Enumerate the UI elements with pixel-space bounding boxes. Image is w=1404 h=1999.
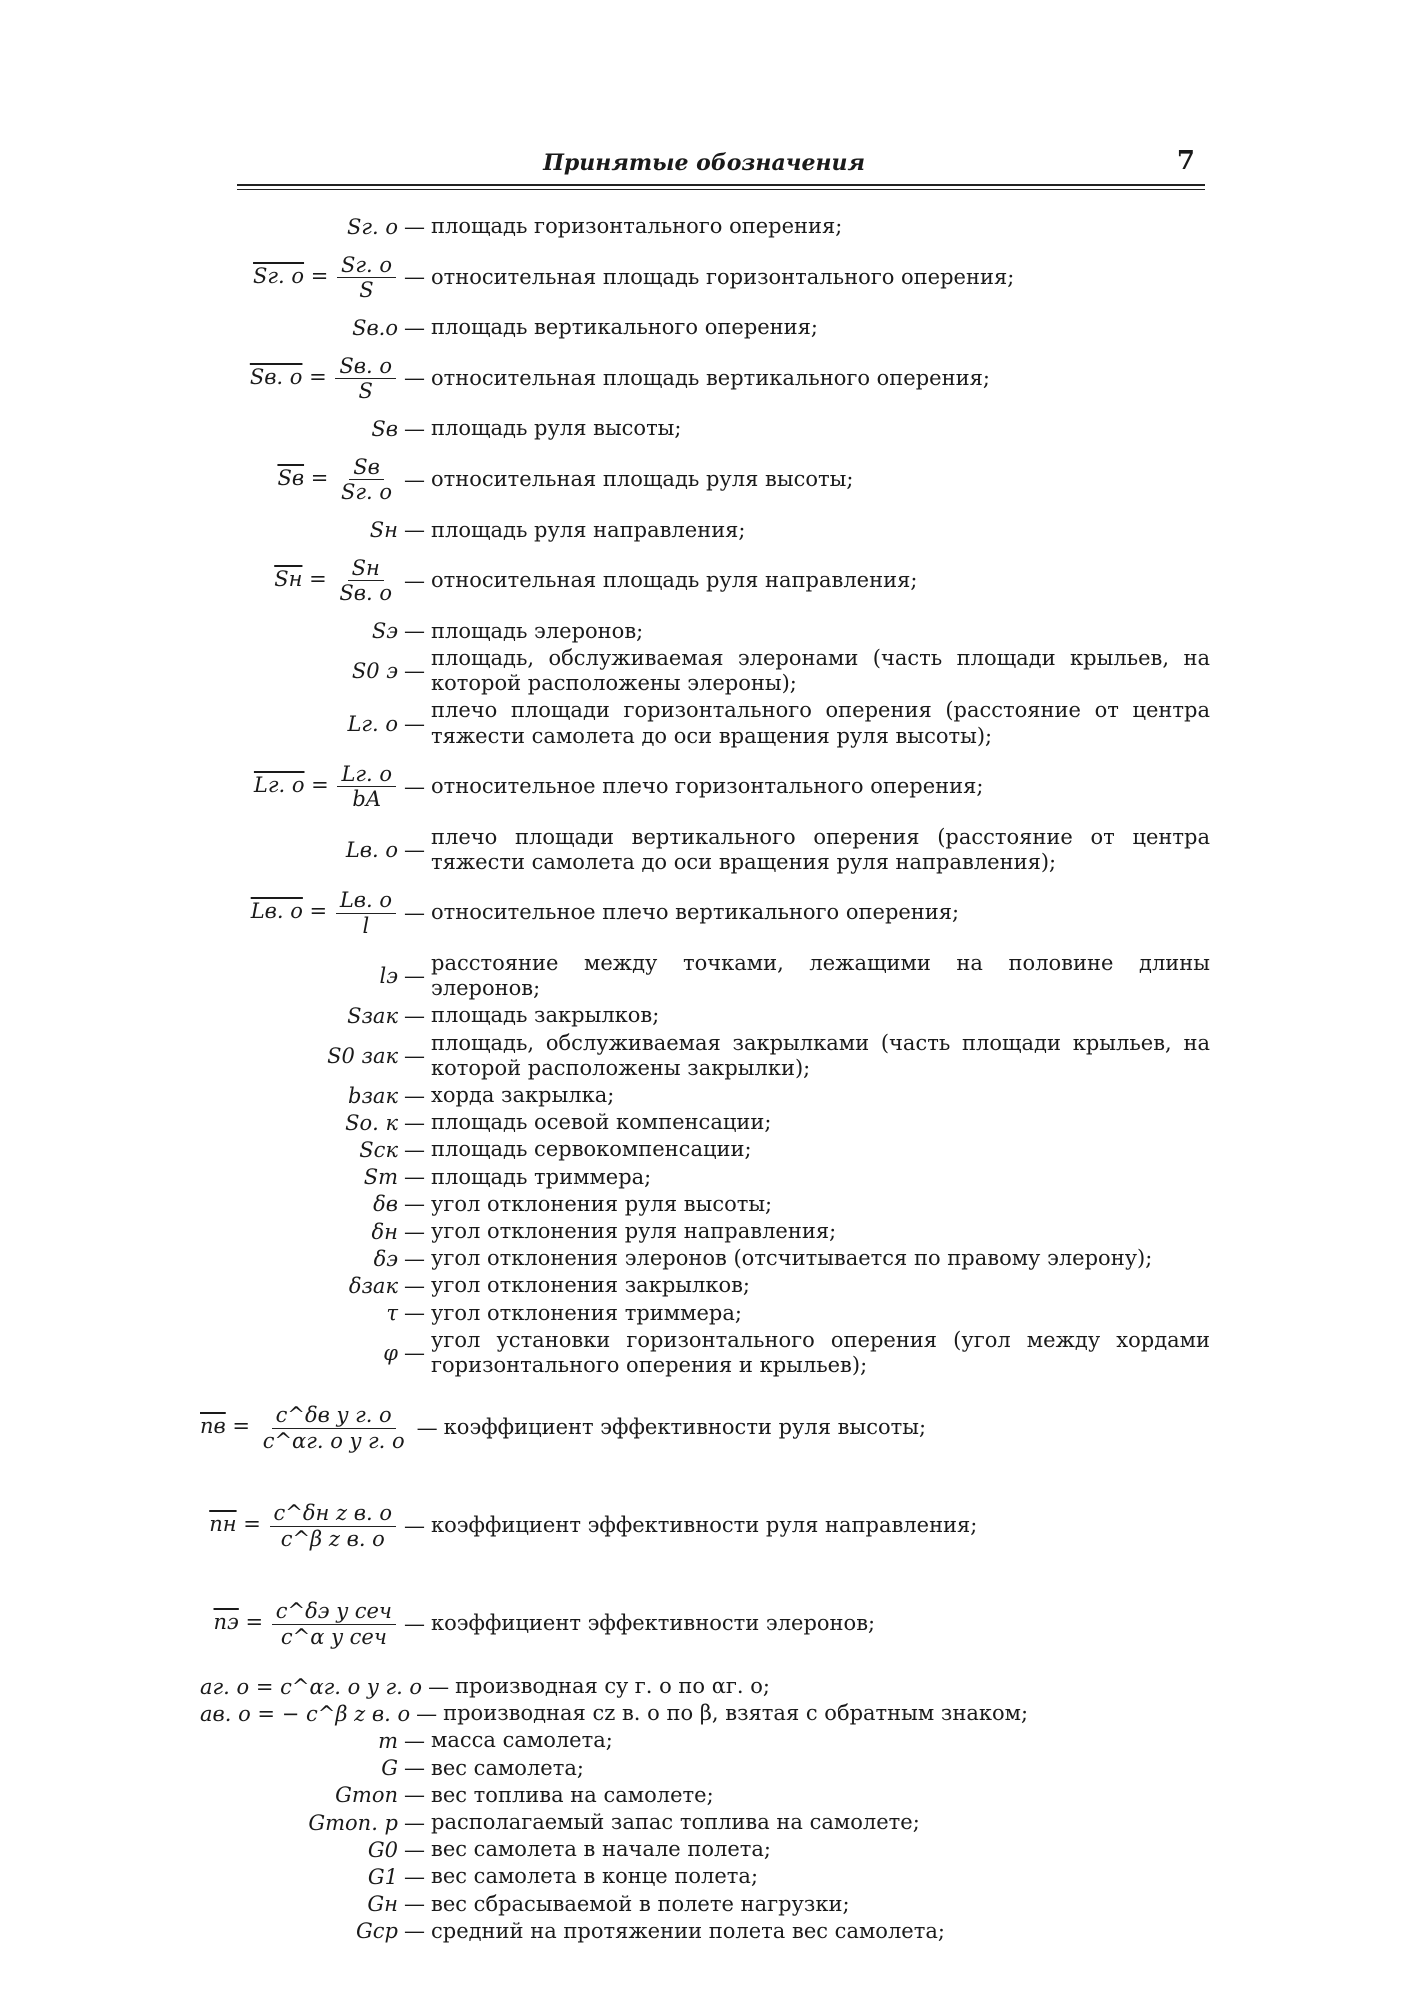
em-dash: — [404,1043,425,1068]
notation-description: располагаемый запас топлива на самолете; [431,1810,920,1834]
fraction-denominator: S [359,277,374,302]
notation-symbol [200,455,404,504]
notation-entry [200,1137,1210,1162]
fraction [336,888,396,937]
symbol-text: S0 э [351,659,398,684]
notation-symbol [200,1138,404,1162]
notation-entry [200,1165,1210,1190]
em-dash: — [404,659,425,684]
notation-symbol [200,1403,417,1452]
notation-description: коэффициент эффективности руля направления; [431,1513,978,1538]
fraction-numerator: c^δн z в. о [270,1501,396,1526]
notation-symbol [200,316,404,340]
notation-entry [200,1478,1210,1574]
notation-description: производная cy г. о по αг. о; [455,1674,770,1699]
notation-symbol [200,659,404,683]
fraction-numerator: Sн [348,556,384,581]
fraction [337,762,396,811]
em-dash: — [404,964,425,989]
em-dash: — [404,518,425,543]
fraction-numerator: Sг. о [337,253,396,278]
fraction [337,455,396,504]
equals-sign: = [304,263,335,288]
notation-entry [200,1756,1210,1781]
fraction-numerator: c^δв y г. о [272,1403,396,1428]
em-dash: — [404,568,425,593]
em-dash: — [404,1137,425,1162]
symbol-text: m [378,1729,398,1754]
em-dash: — [404,1110,425,1135]
em-dash: — [404,265,425,290]
notation-symbol [200,1111,404,1135]
symbol-text: φ [383,1340,398,1365]
symbol-text: Sв.о [352,315,398,340]
notation-entry [200,1919,1210,1944]
notation-description: угол отклонения триммера; [431,1300,742,1325]
notation-description: относительная площадь руля направления; [431,568,918,593]
symbol-text: Sзак [347,1004,398,1029]
fraction-denominator: Sв. о [339,581,392,606]
notation-entry [200,1192,1210,1217]
formula-lhs: nн [209,1512,237,1537]
symbol-text: δн [371,1219,398,1244]
notation-description: площадь вертикального оперения; [431,315,819,340]
em-dash: — [404,619,425,644]
formula-lhs: nэ [213,1610,239,1635]
notation-entry [200,241,1210,313]
notation-symbol [200,1192,404,1216]
formula-rhs: − c^β z в. о [281,1701,411,1726]
notation-symbol [200,1220,404,1244]
notation-description: вес самолета; [431,1755,584,1780]
formula-lhs: nв [200,1414,226,1439]
formula-rhs: c^αг. о y г. о [280,1674,423,1699]
notation-symbol [200,518,404,542]
symbol-text: G1 [367,1864,398,1889]
symbol-text: Sо. к [345,1110,398,1135]
notation-entry [200,1837,1210,1862]
notation-symbol [200,1865,404,1889]
notation-symbol [200,1084,404,1108]
symbol-text: Lг. о [347,711,398,736]
notation-entry [200,1110,1210,1135]
notation-symbol [200,1675,428,1699]
notation-entry [200,1728,1210,1753]
notation-symbol [200,556,404,605]
symbol-text: Sн [369,518,398,543]
em-dash: — [404,1892,425,1917]
fraction-numerator: c^δэ y сеч [272,1599,396,1624]
em-dash: — [404,1756,425,1781]
notation-entry [200,1003,1210,1028]
notation-symbol [200,1783,404,1807]
equals-sign: = [302,899,334,924]
notation-description: коэффициент эффективности руля высоты; [443,1415,927,1440]
em-dash: — [404,1083,425,1108]
symbol-text: δзак [348,1273,398,1298]
symbol-text: δэ [373,1246,398,1271]
notation-description: площадь, обслуживаемая элеронами (часть площади крыльев, на которой расположены элероны); [431,645,1210,696]
notation-entry [200,1219,1210,1244]
em-dash: — [404,1729,425,1754]
em-dash: — [404,1919,425,1944]
notation-description: площадь триммера; [431,1164,652,1189]
formula-lhs: aв. о [200,1701,251,1726]
em-dash: — [404,214,425,239]
notation-symbol [200,1811,404,1835]
symbol-text: Sэ [371,619,398,644]
em-dash: — [404,1514,425,1539]
notation-entry [200,416,1210,441]
notation-symbol [200,253,404,302]
em-dash: — [404,1864,425,1889]
notation-description: вес самолета в начале полета; [431,1837,772,1862]
notation-description: вес самолета в конце полета; [431,1864,759,1889]
notation-symbol [200,417,404,441]
equals-sign: = [304,773,336,798]
notation-entry [200,751,1210,823]
em-dash: — [404,1340,425,1365]
notation-entry [200,1892,1210,1917]
em-dash: — [404,1165,425,1190]
em-dash: — [404,1301,425,1326]
fraction-numerator: Lг. о [337,762,396,787]
formula-lhs: Sв. о [249,364,303,389]
em-dash: — [404,315,425,340]
symbol-text: Sт [363,1165,398,1190]
notation-entry [200,545,1210,617]
notation-symbol [200,1599,404,1648]
symbol-text: lэ [379,964,398,989]
notation-description: коэффициент эффективности элеронов; [431,1611,876,1636]
notation-entry [200,1031,1210,1081]
notation-entry [200,1674,1210,1699]
em-dash: — [416,1701,438,1726]
notation-description: хорда закрылка; [431,1083,615,1107]
notation-symbol [200,712,404,736]
notation-description: площадь элеронов; [431,618,644,643]
notation-symbol [200,1756,404,1780]
notation-description: площадь сервокомпенсации; [431,1137,752,1162]
em-dash: — [404,1004,425,1029]
notation-description: расстояние между точками, лежащими на половине длины элеронов; [431,951,1210,1001]
equals-sign: = [238,1610,270,1635]
notation-symbol [200,354,404,403]
notation-entry [200,444,1210,516]
formula-lhs: Lг. о [253,773,305,798]
notation-symbol [200,1838,404,1862]
notation-entry [200,1328,1210,1378]
notation-symbol [200,619,404,643]
em-dash: — [404,1219,425,1244]
em-dash: — [404,366,425,391]
symbol-text: Gн [367,1892,398,1917]
notation-symbol [200,1044,404,1068]
equals-sign: = [302,364,334,389]
notation-description: относительная площадь руля высоты; [431,466,854,491]
fraction-denominator: c^αг. о y г. о [262,1428,405,1453]
formula-lhs: Lв. о [250,899,303,924]
notation-description: плечо площади горизонтального оперения (расстояние от центра тяжести самолета до оси вращения руля высоты); [431,698,1210,748]
em-dash: — [416,1416,438,1441]
symbol-text: Gср [356,1919,398,1944]
notation-entry [200,1576,1210,1672]
notation-entry [200,951,1210,1001]
notation-entry [200,646,1210,696]
notation-symbol [200,215,404,239]
em-dash: — [404,1273,425,1298]
em-dash: — [404,1783,425,1808]
fraction [335,354,396,403]
em-dash: — [404,774,425,799]
formula-lhs: aг. о [200,1674,250,1699]
fraction-numerator: Sв. о [335,354,396,379]
notation-symbol [200,762,404,811]
fraction [337,253,396,302]
running-title: Принятые обозначения [543,150,865,176]
equals-sign: = [250,1701,282,1726]
notation-description: площадь руля высоты; [431,416,682,441]
notation-symbol [200,1702,416,1726]
fraction [259,1403,409,1452]
notation-list [200,214,1210,1946]
em-dash: — [428,1674,450,1699]
page-number: 7 [1176,146,1195,176]
notation-description: относительное плечо горизонтального оперения; [431,774,984,799]
notation-symbol [200,1165,404,1189]
notation-entry [200,214,1210,239]
notation-entry [200,315,1210,340]
formula-lhs: Sг. о [253,263,305,288]
symbol-text: G0 [367,1837,398,1862]
symbol-text: Gтоп [335,1783,398,1808]
formula-lhs: Sв [277,466,305,491]
notation-symbol [200,964,404,988]
notation-symbol [200,1919,404,1943]
equals-sign: = [225,1414,257,1439]
header-rule-thin [237,189,1205,190]
notation-description: относительная площадь горизонтального оперения; [431,264,1015,289]
notation-description: площадь горизонтального оперения; [431,214,843,238]
notation-symbol [200,888,404,937]
fraction [272,1599,396,1648]
symbol-text: Sг. о [347,214,398,239]
notation-description: угол отклонения руля высоты; [431,1191,773,1216]
notation-entry [200,1701,1210,1726]
em-dash: — [404,1246,425,1271]
em-dash: — [404,837,425,862]
notation-symbol [200,1501,404,1550]
em-dash: — [404,901,425,926]
notation-description: угол отклонения закрылков; [431,1273,750,1298]
fraction-denominator: bA [352,787,382,812]
notation-description: площадь осевой компенсации; [431,1110,772,1135]
notation-entry [200,1273,1210,1298]
notation-entry [200,698,1210,748]
fraction [270,1501,396,1550]
notation-description: угол отклонения руля направления; [431,1218,837,1243]
em-dash: — [404,711,425,736]
notation-symbol [200,1004,404,1028]
notation-entry [200,1810,1210,1835]
fraction-denominator: c^α y сеч [280,1624,387,1649]
fraction-denominator: S [358,378,373,403]
notation-entry [200,1301,1210,1326]
em-dash: — [404,1837,425,1862]
notation-entry [200,825,1210,875]
em-dash: — [404,416,425,441]
notation-entry [200,619,1210,644]
symbol-text: Lв. о [345,837,398,862]
em-dash: — [404,1192,425,1217]
notation-entry [200,1083,1210,1108]
symbol-text: τ [386,1301,398,1326]
fraction-denominator: Sг. о [341,480,392,505]
fraction-numerator: Sв [349,455,384,480]
equals-sign: = [236,1512,268,1537]
notation-entry [200,1864,1210,1889]
notation-entry [200,518,1210,543]
symbol-text: S0 зак [327,1043,398,1068]
notation-entry [200,877,1210,949]
notation-description: вес топлива на самолете; [431,1782,714,1807]
notation-symbol [200,1892,404,1916]
em-dash: — [404,1612,425,1637]
symbol-text: G [381,1756,398,1781]
notation-description: относительное плечо вертикального оперения; [431,900,960,925]
notation-description: площадь руля направления; [431,517,746,542]
equals-sign: = [304,466,335,491]
notation-symbol [200,1247,404,1271]
notation-description: угол отклонения элеронов (отсчитывается по правому элерону); [431,1246,1153,1271]
notation-entry [200,1380,1210,1476]
notation-description: вес сбрасываемой в полете нагрузки; [431,1891,850,1916]
notation-description: площадь закрылков; [431,1003,660,1028]
notation-description: угол установки горизонтального оперения (угол между хордами горизонтального оперения и крыльев); [431,1327,1210,1377]
notation-description: площадь, обслуживаемая закрылками (часть площади крыльев, на которой расположены закрылки); [431,1030,1210,1080]
fraction-denominator: l [362,913,370,938]
formula-lhs: Sн [274,567,303,592]
notation-symbol [200,1341,404,1365]
em-dash: — [404,467,425,492]
fraction [335,556,396,605]
notation-entry [200,342,1210,414]
symbol-text: Sв [371,416,398,441]
notation-description: производная cz в. о по β, взятая с обратным знаком; [443,1701,1029,1726]
symbol-text: δв [373,1192,398,1217]
notation-description: средний на протяжении полета вес самолета; [431,1918,945,1943]
notation-symbol [200,1274,404,1298]
header-rule [237,184,1205,186]
em-dash: — [404,1810,425,1835]
fraction-numerator: Lв. о [336,888,396,913]
notation-entry [200,1246,1210,1271]
notation-symbol [200,1729,404,1753]
notation-description: масса самолета; [431,1728,613,1753]
fraction-denominator: c^β z в. о [280,1526,385,1551]
notation-description: плечо площади вертикального оперения (расстояние от центра тяжести самолета до оси вращения руля направления); [431,824,1210,874]
notation-description: относительная площадь вертикального оперения; [431,365,990,390]
equals-sign: = [302,567,334,592]
symbol-text: Gтоп. р [308,1810,398,1835]
notation-symbol [200,1301,404,1325]
symbol-text: Sск [359,1137,398,1162]
symbol-text: bзак [348,1083,398,1108]
equals-sign: = [249,1674,281,1699]
notation-entry [200,1783,1210,1808]
notation-symbol [200,838,404,862]
